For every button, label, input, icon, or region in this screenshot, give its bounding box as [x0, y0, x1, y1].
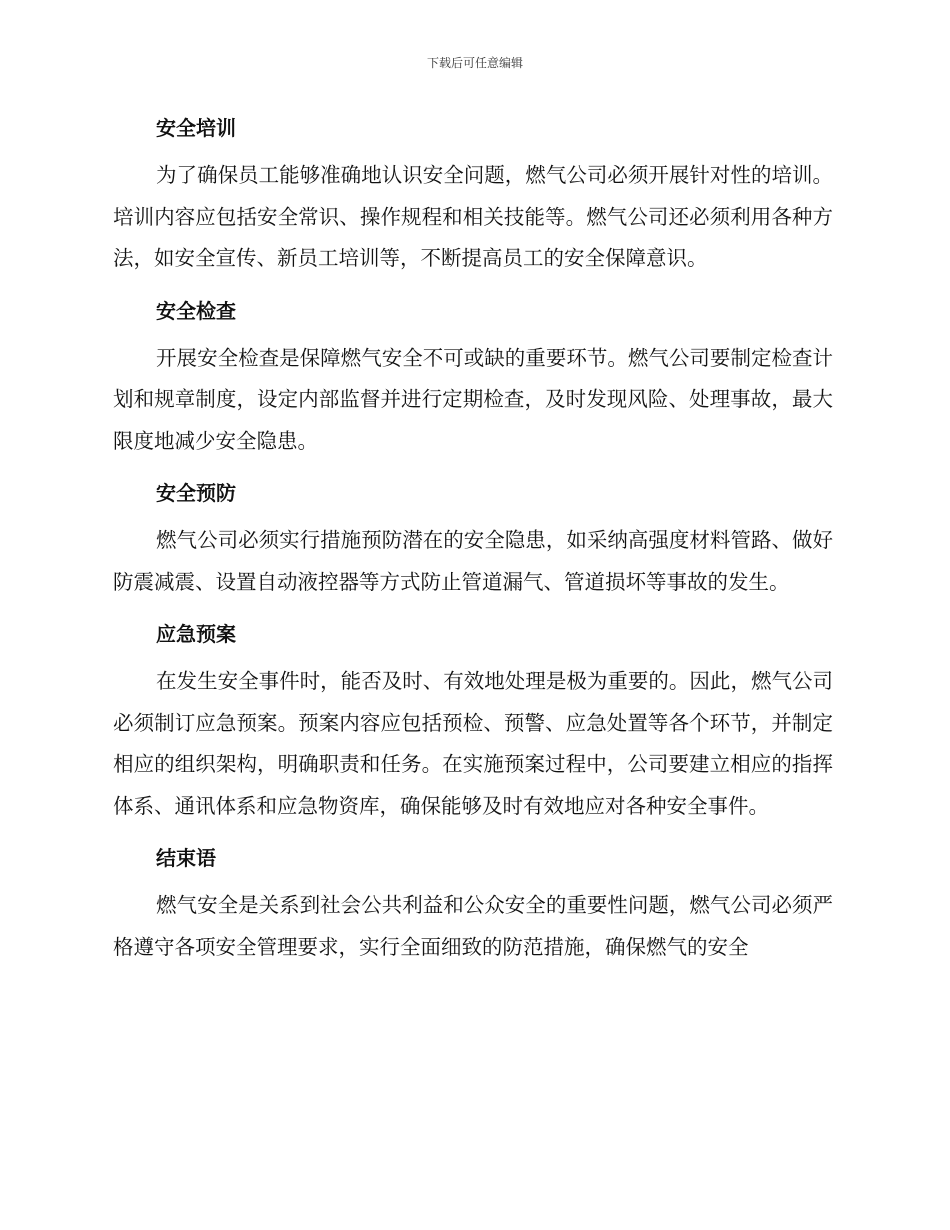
section-paragraph-emergency-plan: 在发生安全事件时，能否及时、有效地处理是极为重要的。因此，燃气公司必须制订应急预案。预案内容应包括预检、预警、应急处置等各个环节，并制定相应的组织架构，明确职责和任务。在实施预案过程中，公司要建立相应的指挥体系、通讯体系和应急物资库，确保能够及时有效地应对各种安全事件。 — [113, 669, 833, 818]
section-paragraph-prevention: 燃气公司必须实行措施预防潜在的安全隐患，如采纳高强度材料管路、做好防震减震、设置自动液控器等方式防止管道漏气、管道损坏等事故的发生。 — [113, 528, 833, 594]
section-paragraph-conclusion: 燃气安全是关系到社会公共利益和公众安全的重要性问题，燃气公司必须严格遵守各项安全管理要求，实行全面细致的防范措施，确保燃气的安全 — [113, 893, 833, 959]
section-heading-inspection: 安全检查 — [156, 298, 236, 323]
document-body — [113, 108, 833, 979]
section-heading-training: 安全培训 — [156, 116, 236, 140]
section-heading-conclusion: 结束语 — [156, 846, 216, 870]
section-heading-emergency-plan: 应急预案 — [156, 622, 236, 646]
page-header: 下载后可任意编辑 — [426, 56, 523, 70]
section-paragraph-training: 为了确保员工能够准确地认识安全问题，燃气公司必须开展针对性的培训。培训内容应包括安全常识、操作规程和相关技能等。燃气公司还必须利用各种方法，如安全宣传、新员工培训等，不断提高员工的安全保障意识。 — [113, 163, 833, 270]
section-paragraph-inspection: 开展安全检查是保障燃气安全不可或缺的重要环节。燃气公司要制定检查计划和规章制度，设定内部监督并进行定期检查，及时发现风险、处理事故，最大限度地减少安全隐患。 — [113, 345, 833, 453]
section-heading-prevention: 安全预防 — [156, 481, 236, 505]
